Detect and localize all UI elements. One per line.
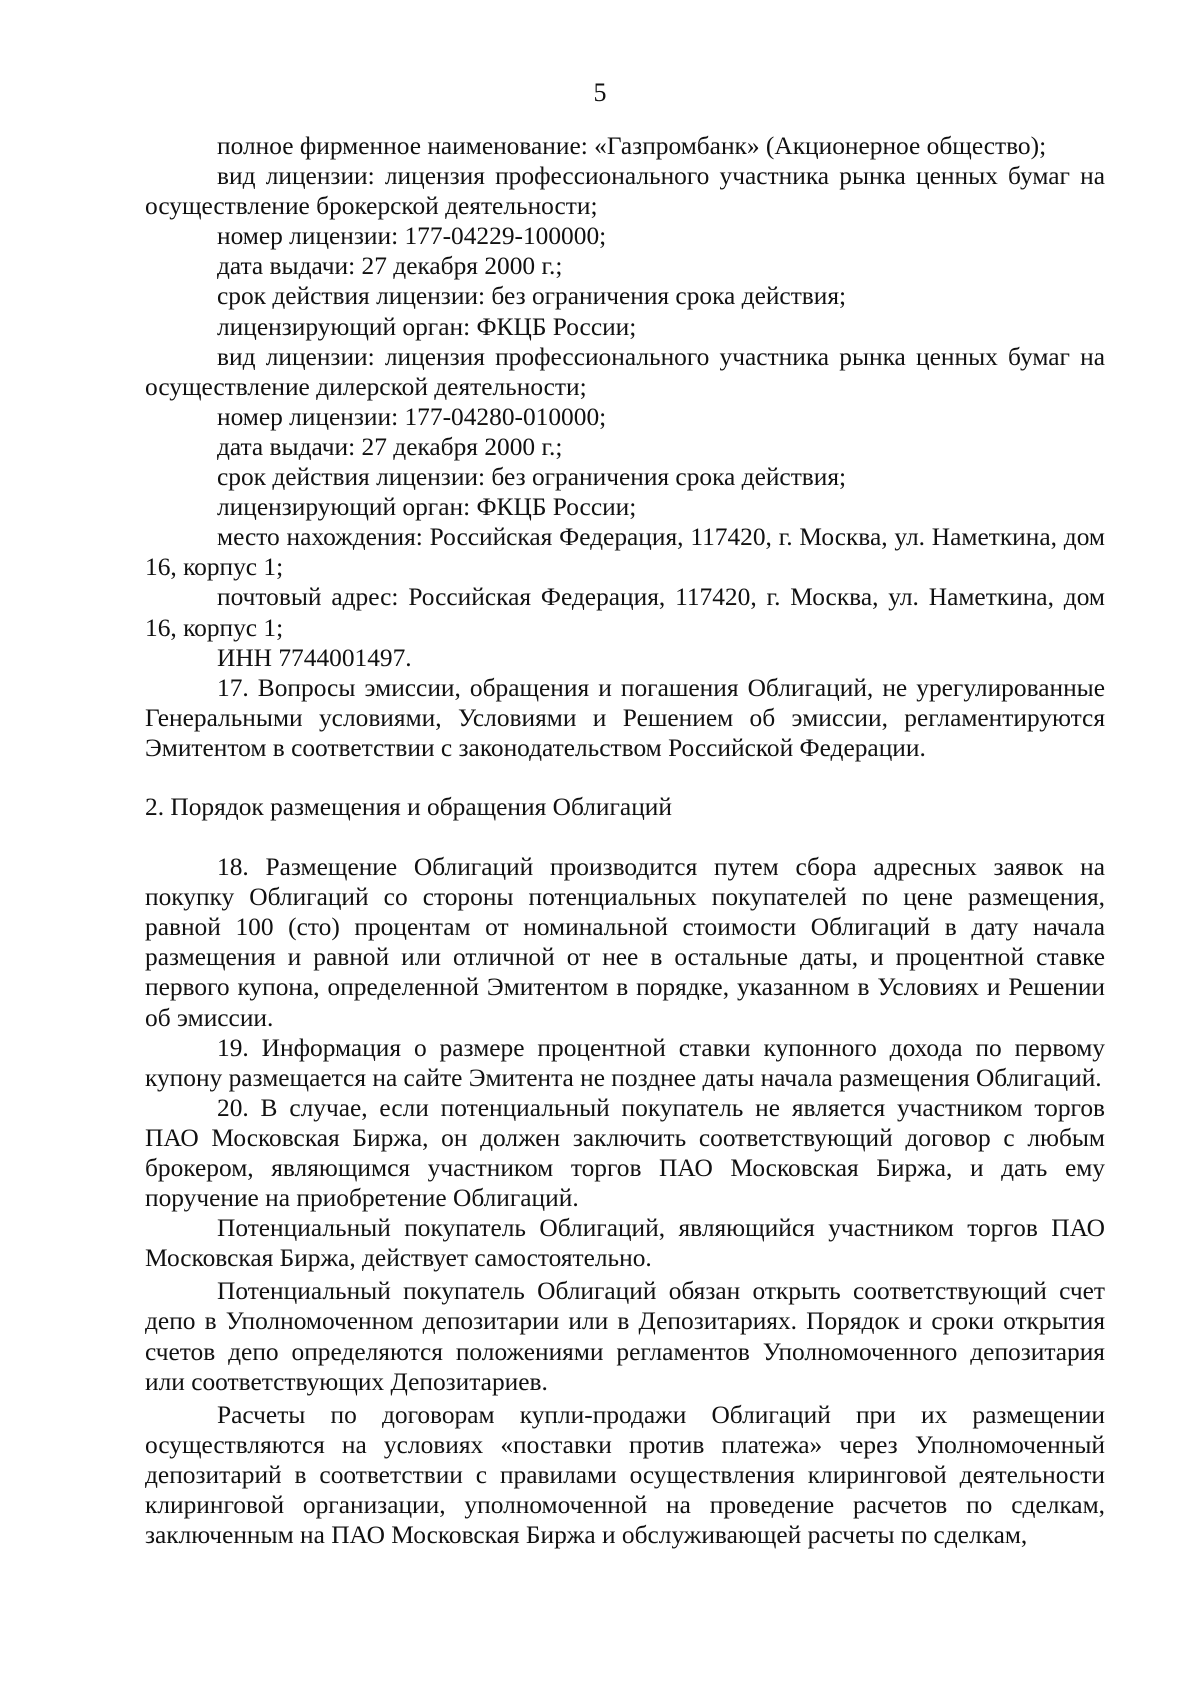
paragraph-clause-19: 19. Информация о размере процентной ставки купонного дохода по первому купону размещается на сайте Эмитента не позднее даты начала размещения Облигаций. — [145, 1033, 1105, 1092]
paragraph-postal-address: почтовый адрес: Российская Федерация, 117420, г. Москва, ул. Наметкина, дом 16, корпус 1; — [145, 583, 1105, 642]
paragraph-issue-date-brokerage: дата выдачи: 27 декабря 2000 г.; — [217, 252, 563, 281]
paragraph-potential-buyer-self: Потенциальный покупатель Облигаций, являющийся участником торгов ПАО Московская Биржа, действует самостоятельно. — [145, 1214, 1105, 1273]
paragraph-licensing-authority-brokerage: лицензирующий орган: ФКЦБ России; — [217, 312, 637, 341]
paragraph-settlements: Расчеты по договорам купли-продажи Облигаций при их размещении осуществляются на условиях «поставки против платежа» через Уполномоченный депозитарий в соответствии с правилами осуществления клиринговой деятельности клиринговой организации, уполномоченной на проведение расчетов по сделкам, заключенным на ПАО Московская Биржа и обслуживающей расчеты по сделкам, — [145, 1400, 1105, 1550]
paragraph-issue-date-dealer: дата выдачи: 27 декабря 2000 г.; — [217, 432, 563, 461]
section-heading: 2. Порядок размещения и обращения Облигаций — [145, 792, 672, 821]
paragraph-full-company-name: полное фирменное наименование: «Газпромбанк» (Акционерное общество); — [217, 132, 1047, 160]
paragraph-clause-17: 17. Вопросы эмиссии, обращения и погашения Облигаций, не урегулированные Генеральными условиями, Условиями и Решением об эмиссии, регламентируются Эмитентом в соответствии с законодательством Российской Федерации. — [145, 673, 1105, 762]
paragraph-location: место нахождения: Российская Федерация, 117420, г. Москва, ул. Наметкина, дом 16, корпус 1; — [145, 523, 1105, 582]
paragraph-clause-20: 20. В случае, если потенциальный покупатель не является участником торгов ПАО Московская Биржа, он должен заключить соответствующий договор с любым брокером, являющимся участником торгов ПАО Московская Биржа, и дать ему поручение на приобретение Облигаций. — [145, 1093, 1105, 1213]
paragraph-clause-18: 18. Размещение Облигаций производится путем сбора адресных заявок на покупку Облигаций со стороны потенциальных покупателей по цене размещения, равной 100 (сто) процентам от номинальной стоимости Облигаций в дату начала размещения и равной или отличной от нее в остальные даты, и процентной ставке первого купона, определенной Эмитентом в порядке, указанном в Условиях и Решении об эмиссии. — [145, 853, 1105, 1032]
page-number: 5 — [593, 78, 607, 107]
paragraph-licensing-authority-dealer: лицензирующий орган: ФКЦБ России; — [217, 493, 637, 522]
paragraph-license-type-brokerage: вид лицензии: лицензия профессионального участника рынка ценных бумаг на осуществление брокерской деятельности; — [145, 162, 1105, 221]
paragraph-license-number-brokerage: номер лицензии: 177-04229-100000; — [217, 222, 607, 251]
paragraph-depo-account: Потенциальный покупатель Облигаций обязан открыть соответствующий счет депо в Уполномоченном депозитарии или в Депозитариях. Порядок и сроки открытия счетов депо определяются положениями регламентов Уполномоченного депозитария или соответствующих Депозитариев. — [145, 1277, 1105, 1396]
document-body — [145, 131, 1105, 1550]
paragraph-license-type-dealer: вид лицензии: лицензия профессионального участника рынка ценных бумаг на осуществление дилерской деятельности; — [145, 342, 1105, 401]
paragraph-license-number-dealer: номер лицензии: 177-04280-010000; — [217, 402, 607, 431]
paragraph-inn: ИНН 7744001497. — [217, 643, 412, 672]
paragraph-validity-brokerage: срок действия лицензии: без ограничения срока действия; — [217, 282, 847, 311]
paragraph-validity-dealer: срок действия лицензии: без ограничения срока действия; — [217, 463, 847, 492]
